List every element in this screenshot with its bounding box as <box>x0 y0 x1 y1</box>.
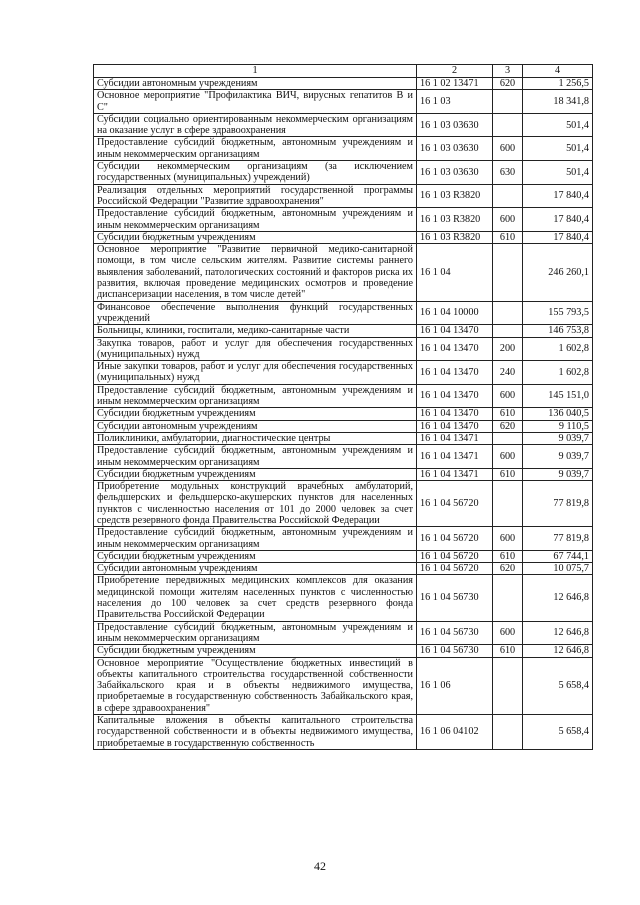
row-name-cell: Субсидии некоммерческим организациям (за исключением государственных (муниципальных) учреждений) <box>94 161 417 185</box>
table-row <box>94 432 593 444</box>
row-code-cell: 16 1 03 03630 <box>417 113 493 137</box>
table-header-row <box>94 65 593 78</box>
table-row <box>94 325 593 337</box>
row-type-cell <box>493 90 523 114</box>
table-row <box>94 161 593 185</box>
row-code-cell: 16 1 03 R3820 <box>417 208 493 232</box>
row-sum-cell: 5 658,4 <box>523 657 593 714</box>
row-name-cell: Иные закупки товаров, работ и услуг для обеспечения государственных (муниципальных) нужд <box>94 361 417 385</box>
row-code-cell: 16 1 03 <box>417 90 493 114</box>
row-type-cell <box>493 432 523 444</box>
row-sum-cell: 145 151,0 <box>523 384 593 408</box>
table-row <box>94 715 593 750</box>
column-header-type: 3 <box>493 65 523 78</box>
row-sum-cell: 9 039,7 <box>523 468 593 480</box>
column-header-sum: 4 <box>523 65 593 78</box>
budget-table <box>93 64 593 750</box>
table-row <box>94 78 593 90</box>
row-type-cell: 600 <box>493 137 523 161</box>
table-row <box>94 184 593 208</box>
table-row <box>94 621 593 645</box>
row-name-cell: Субсидии бюджетным учреждениям <box>94 408 417 420</box>
row-name-cell: Приобретение модульных конструкций врачебных амбулаторий, фельдшерских и фельдшерско-акушерских пунктов для населенных пунктов с численностью населения от 101 до 2000 человек за счет средств резервного фонда Правительства Российской Федерации <box>94 481 417 527</box>
row-name-cell: Предоставление субсидий бюджетным, автономным учреждениям и иным некоммерческим организациям <box>94 137 417 161</box>
row-sum-cell: 10 075,7 <box>523 563 593 575</box>
row-type-cell <box>493 301 523 325</box>
row-name-cell: Субсидии автономным учреждениям <box>94 78 417 90</box>
table-row <box>94 244 593 301</box>
table-row <box>94 563 593 575</box>
row-code-cell: 16 1 02 13471 <box>417 78 493 90</box>
row-sum-cell: 1 602,8 <box>523 337 593 361</box>
row-code-cell: 16 1 04 56730 <box>417 575 493 621</box>
row-type-cell <box>493 715 523 750</box>
row-sum-cell: 501,4 <box>523 161 593 185</box>
row-name-cell: Предоставление субсидий бюджетным, автономным учреждениям и иным некоммерческим организациям <box>94 208 417 232</box>
table-row <box>94 645 593 657</box>
column-header-code: 2 <box>417 65 493 78</box>
row-code-cell: 16 1 04 10000 <box>417 301 493 325</box>
row-sum-cell: 1 602,8 <box>523 361 593 385</box>
row-sum-cell: 155 793,5 <box>523 301 593 325</box>
row-sum-cell: 146 753,8 <box>523 325 593 337</box>
row-code-cell: 16 1 04 13471 <box>417 445 493 469</box>
table-row <box>94 337 593 361</box>
column-header-name: 1 <box>94 65 417 78</box>
row-type-cell: 610 <box>493 645 523 657</box>
row-sum-cell: 12 646,8 <box>523 621 593 645</box>
row-name-cell: Основное мероприятие "Развитие первичной медико-санитарной помощи, в том числе сельским жителям. Развитие системы раннего выявления заболеваний, патологических состояний и факторов риска их развития, включая проведение медицинских осмотров и проведение диспансеризации населения, в том числе детей" <box>94 244 417 301</box>
row-type-cell: 600 <box>493 445 523 469</box>
budget-document <box>93 64 592 750</box>
row-code-cell: 16 1 03 R3820 <box>417 184 493 208</box>
row-type-cell: 600 <box>493 384 523 408</box>
row-name-cell: Предоставление субсидий бюджетным, автономным учреждениям и иным некоммерческим организациям <box>94 527 417 551</box>
row-code-cell: 16 1 04 13471 <box>417 432 493 444</box>
row-sum-cell: 136 040,5 <box>523 408 593 420</box>
table-row <box>94 208 593 232</box>
row-type-cell <box>493 575 523 621</box>
row-name-cell: Субсидии автономным учреждениям <box>94 563 417 575</box>
row-name-cell: Финансовое обеспечение выполнения функций государственных учреждений <box>94 301 417 325</box>
row-sum-cell: 246 260,1 <box>523 244 593 301</box>
row-code-cell: 16 1 04 13470 <box>417 337 493 361</box>
row-code-cell: 16 1 04 56720 <box>417 550 493 562</box>
row-name-cell: Поликлиники, амбулатории, диагностические центры <box>94 432 417 444</box>
row-code-cell: 16 1 04 56720 <box>417 563 493 575</box>
row-type-cell: 600 <box>493 621 523 645</box>
row-name-cell: Основное мероприятие "Профилактика ВИЧ, вирусных гепатитов В и С" <box>94 90 417 114</box>
row-code-cell: 16 1 03 03630 <box>417 161 493 185</box>
row-type-cell: 610 <box>493 408 523 420</box>
table-row <box>94 468 593 480</box>
row-code-cell: 16 1 04 56720 <box>417 527 493 551</box>
row-code-cell: 16 1 04 <box>417 244 493 301</box>
row-code-cell: 16 1 04 13470 <box>417 361 493 385</box>
row-sum-cell: 17 840,4 <box>523 184 593 208</box>
row-type-cell <box>493 113 523 137</box>
page-number: 42 <box>314 859 326 873</box>
row-sum-cell: 67 744,1 <box>523 550 593 562</box>
row-sum-cell: 12 646,8 <box>523 645 593 657</box>
row-type-cell <box>493 244 523 301</box>
row-sum-cell: 9 039,7 <box>523 445 593 469</box>
table-row <box>94 301 593 325</box>
row-name-cell: Субсидии бюджетным учреждениям <box>94 468 417 480</box>
row-code-cell: 16 1 06 04102 <box>417 715 493 750</box>
row-sum-cell: 5 658,4 <box>523 715 593 750</box>
row-name-cell: Предоставление субсидий бюджетным, автономным учреждениям и иным некоммерческим организациям <box>94 445 417 469</box>
table-row <box>94 361 593 385</box>
row-name-cell: Реализация отдельных мероприятий государственной программы Российской Федерации "Развитие здравоохранения" <box>94 184 417 208</box>
table-row <box>94 90 593 114</box>
row-type-cell: 620 <box>493 420 523 432</box>
row-name-cell: Субсидии бюджетным учреждениям <box>94 645 417 657</box>
row-sum-cell: 77 819,8 <box>523 481 593 527</box>
row-type-cell: 600 <box>493 208 523 232</box>
table-row <box>94 384 593 408</box>
row-code-cell: 16 1 04 13471 <box>417 468 493 480</box>
row-sum-cell: 501,4 <box>523 113 593 137</box>
table-row <box>94 527 593 551</box>
row-type-cell: 200 <box>493 337 523 361</box>
row-type-cell: 620 <box>493 78 523 90</box>
table-row <box>94 137 593 161</box>
row-code-cell: 16 1 04 56730 <box>417 621 493 645</box>
table-row <box>94 445 593 469</box>
row-sum-cell: 12 646,8 <box>523 575 593 621</box>
table-row <box>94 575 593 621</box>
row-type-cell: 610 <box>493 231 523 243</box>
row-name-cell: Субсидии социально ориентированным некоммерческим организациям на оказание услуг в сфере здравоохранения <box>94 113 417 137</box>
row-code-cell: 16 1 06 <box>417 657 493 714</box>
row-code-cell: 16 1 03 03630 <box>417 137 493 161</box>
row-name-cell: Больницы, клиники, госпитали, медико-санитарные части <box>94 325 417 337</box>
row-code-cell: 16 1 04 13470 <box>417 384 493 408</box>
row-sum-cell: 18 341,8 <box>523 90 593 114</box>
row-sum-cell: 9 110,5 <box>523 420 593 432</box>
row-sum-cell: 1 256,5 <box>523 78 593 90</box>
row-code-cell: 16 1 03 R3820 <box>417 231 493 243</box>
row-name-cell: Предоставление субсидий бюджетным, автономным учреждениям и иным некоммерческим организациям <box>94 621 417 645</box>
table-row <box>94 420 593 432</box>
row-type-cell: 600 <box>493 527 523 551</box>
row-type-cell: 240 <box>493 361 523 385</box>
row-name-cell: Субсидии бюджетным учреждениям <box>94 550 417 562</box>
table-row <box>94 481 593 527</box>
row-code-cell: 16 1 04 56730 <box>417 645 493 657</box>
row-type-cell: 630 <box>493 161 523 185</box>
row-code-cell: 16 1 04 13470 <box>417 420 493 432</box>
row-sum-cell: 9 039,7 <box>523 432 593 444</box>
table-row <box>94 231 593 243</box>
row-type-cell <box>493 325 523 337</box>
row-sum-cell: 501,4 <box>523 137 593 161</box>
row-type-cell <box>493 184 523 208</box>
row-type-cell: 620 <box>493 563 523 575</box>
table-row <box>94 408 593 420</box>
table-row <box>94 113 593 137</box>
row-name-cell: Субсидии автономным учреждениям <box>94 420 417 432</box>
row-type-cell <box>493 657 523 714</box>
row-type-cell: 610 <box>493 468 523 480</box>
row-name-cell: Субсидии бюджетным учреждениям <box>94 231 417 243</box>
row-name-cell: Предоставление субсидий бюджетным, автономным учреждениям и иным некоммерческим организациям <box>94 384 417 408</box>
row-name-cell: Приобретение передвижных медицинских комплексов для оказания медицинской помощи жителям населенных пунктов с численностью населения до 100 человек за счет средств резервного фонда Правительства Российской Федерации <box>94 575 417 621</box>
row-sum-cell: 17 840,4 <box>523 208 593 232</box>
table-row <box>94 657 593 714</box>
row-code-cell: 16 1 04 13470 <box>417 408 493 420</box>
row-code-cell: 16 1 04 56720 <box>417 481 493 527</box>
row-sum-cell: 77 819,8 <box>523 527 593 551</box>
table-row <box>94 550 593 562</box>
row-type-cell: 610 <box>493 550 523 562</box>
row-code-cell: 16 1 04 13470 <box>417 325 493 337</box>
row-type-cell <box>493 481 523 527</box>
row-name-cell: Закупка товаров, работ и услуг для обеспечения государственных (муниципальных) нужд <box>94 337 417 361</box>
row-sum-cell: 17 840,4 <box>523 231 593 243</box>
row-name-cell: Капитальные вложения в объекты капитального строительства государственной собственности и в объекты недвижимого имущества, приобретаемые в государственную собственность <box>94 715 417 750</box>
row-name-cell: Основное мероприятие "Осуществление бюджетных инвестиций в объекты капитального строительства государственной собственности Забайкальского края и в объекты недвижимого имущества, приобретаемые в государственную собственность Забайкальского края, в сфере здравоохранения" <box>94 657 417 714</box>
